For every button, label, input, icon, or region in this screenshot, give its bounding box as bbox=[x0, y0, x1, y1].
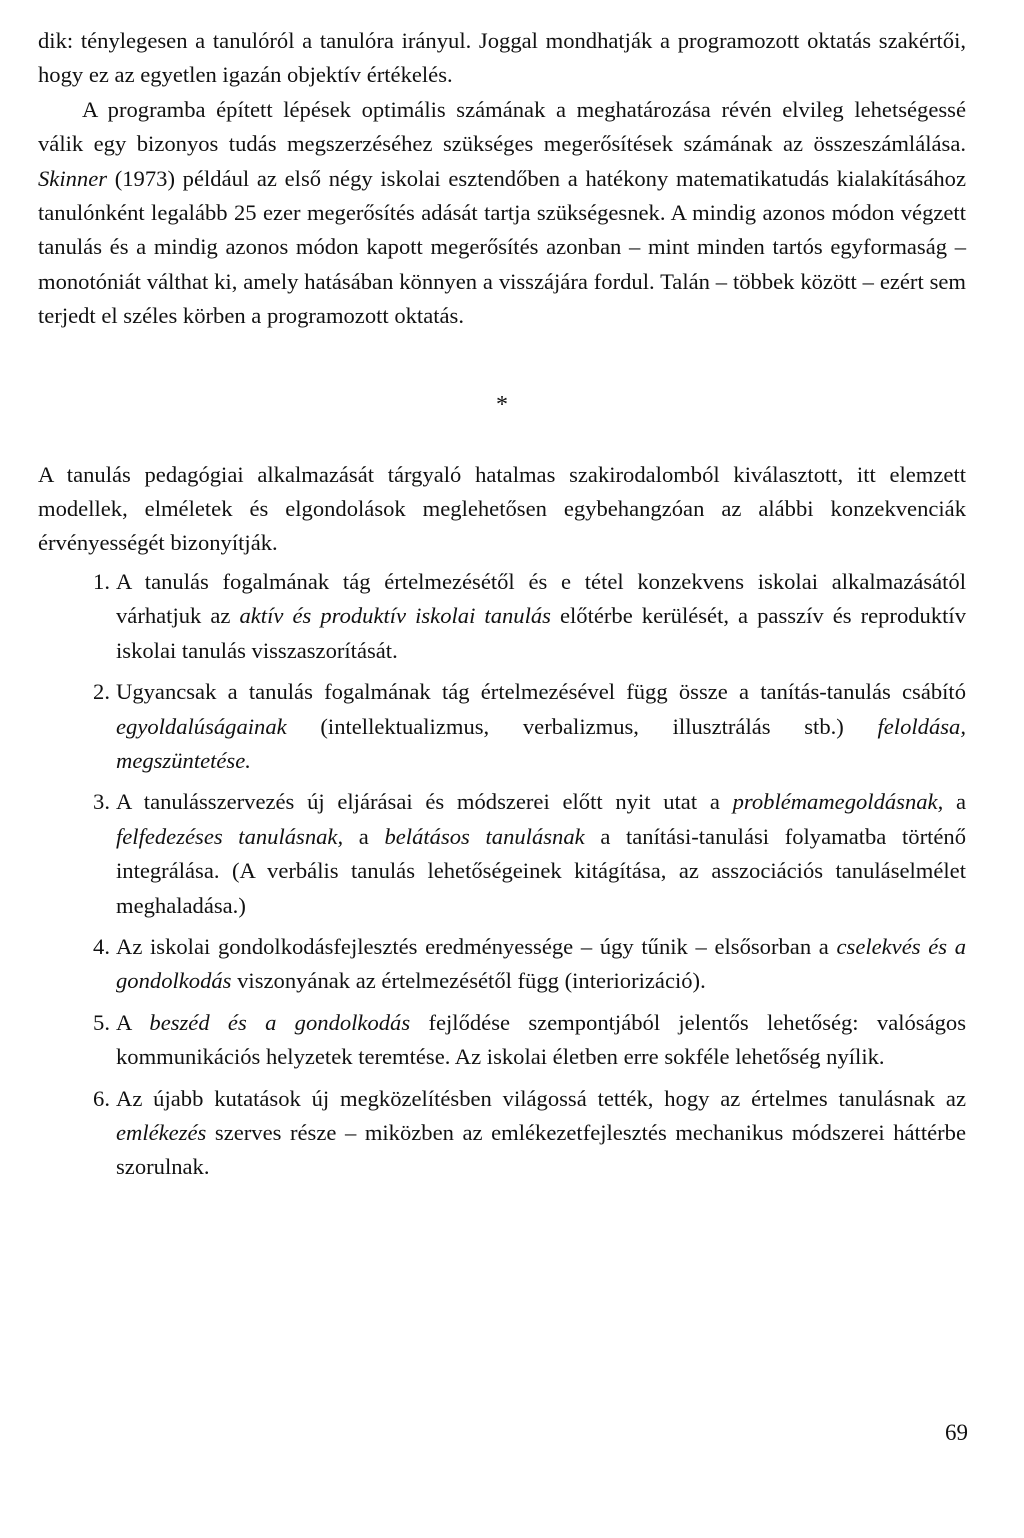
emphasis: emlékezés bbox=[116, 1119, 207, 1145]
emphasis: feloldása, megszüntetése. bbox=[116, 713, 966, 773]
emphasis: felfedezéses tanulásnak, bbox=[116, 823, 344, 849]
paragraph-text: (1973) például az első négy iskolai esztendőben a hatékony matematikatudás kialakításához tanulónként legalább 25 ezer megerősítés adását tartja szükségesnek. A mindig azonos módon végzett tanulás és a mindig azonos módon kapott megerősítés azonban – mint minden tartós egyformaság – monotóniát válthat ki, amely hatásában könnyen a visszájára fordul. Talán – többek között – ezért sem terjedt el széles körben a programozott oktatás. bbox=[38, 165, 966, 329]
text-run: fejlődése szempontjából jelentős lehetőség: valóságos kommunikációs helyzetek teremtése. Az iskolai életben erre sokféle lehetőség nyílik. bbox=[116, 1009, 967, 1070]
text-run: a bbox=[943, 789, 966, 815]
page-body bbox=[38, 24, 966, 1192]
list-item-1 bbox=[38, 565, 966, 668]
list-item-text bbox=[116, 1082, 966, 1185]
text-run: a tanítási-tanulási folyamatba történő integrálása. (A verbális tanulás lehetőségeinek kitágítása, az asszociációs tanuláselmélet meghaladása.) bbox=[116, 823, 966, 918]
text-run: a bbox=[343, 823, 385, 849]
emphasis: aktív és produktív iskolai tanulás bbox=[239, 603, 551, 629]
emphasis: cselekvés és a gondolkodás bbox=[116, 933, 966, 994]
text-run: A tanulás fogalmának tág értelmezésétől és e tétel konzekvens iskolai alkalmazásától várhatjuk az bbox=[116, 568, 966, 629]
list-item-text bbox=[116, 785, 966, 923]
list-item-4 bbox=[38, 930, 966, 999]
author-name-skinner: Skinner bbox=[38, 165, 108, 191]
consequences-list bbox=[38, 565, 966, 1185]
text-run: Az iskolai gondolkodásfejlesztés eredményessége – úgy tűnik – elsősorban a bbox=[116, 933, 837, 959]
text-run: Ugyancsak a tanulás fogalmának tág értelmezésével függ össze a tanítás-tanulás csábító bbox=[116, 679, 966, 705]
paragraph-text: dik: ténylegesen a tanulóról a tanulóra irányul. Joggal mondhatják a programozott oktatás szakértői, hogy ez az egyetlen igazán objektív értékelés. bbox=[38, 28, 966, 88]
list-item-text bbox=[116, 565, 966, 668]
list-number: 2. bbox=[93, 679, 110, 705]
emphasis: egyoldalúságainak bbox=[116, 713, 287, 739]
list-number: 3. bbox=[93, 789, 110, 815]
paragraph-programmed-instruction bbox=[38, 93, 966, 334]
text-run: szerves része – miközben az emlékezetfejlesztés mechanikus módszerei háttérbe szorulnak. bbox=[116, 1119, 966, 1180]
list-item-text bbox=[116, 1006, 966, 1075]
emphasis: beszéd és a gondolkodás bbox=[149, 1009, 411, 1035]
paragraph-summary-intro bbox=[38, 458, 966, 561]
paragraph-text: A programba épített lépések optimális számának a meghatározása révén elvileg lehetségessé válik egy bizonyos tudás megszerzéséhez szükséges megerősítések számának az összeszámlálása. bbox=[38, 96, 966, 157]
text-run: előtérbe kerülését, a passzív és reproduktív iskolai tanulás visszaszorítását. bbox=[116, 603, 966, 663]
list-item-3 bbox=[38, 785, 966, 923]
text-run: viszonyának az értelmezésétől függ (interiorizáció). bbox=[231, 968, 706, 994]
list-number: 5. bbox=[93, 1009, 110, 1035]
emphasis: problémamegoldásnak, bbox=[732, 789, 944, 815]
text-run: A tanulásszervezés új eljárásai és módszerei előtt nyit utat a bbox=[116, 789, 733, 815]
section-separator: * bbox=[496, 391, 508, 418]
list-item-2 bbox=[38, 675, 966, 778]
list-number: 4. bbox=[93, 933, 110, 959]
text-run: (intellektualizmus, verbalizmus, illusztrálás stb.) bbox=[286, 713, 878, 739]
text-run: A bbox=[116, 1009, 150, 1035]
list-number: 1. bbox=[93, 568, 110, 594]
paragraph-text: A tanulás pedagógiai alkalmazását tárgyaló hatalmas szakirodalomból kiválasztott, itt elemzett modellek, elméletek és elgondolások meglehetősen egybehangzóan az alábbi konzekvenciák érvényességét bizonyítják. bbox=[38, 461, 966, 556]
list-item-text bbox=[116, 930, 966, 999]
list-item-5 bbox=[38, 1006, 966, 1075]
page-number: 69 bbox=[945, 1420, 968, 1445]
list-item-text bbox=[116, 675, 966, 778]
list-number: 6. bbox=[93, 1085, 110, 1111]
emphasis: belátásos tanulásnak bbox=[384, 823, 585, 849]
list-item-6 bbox=[38, 1082, 966, 1185]
text-run: Az újabb kutatások új megközelítésben világossá tették, hogy az értelmes tanulásnak az bbox=[116, 1085, 966, 1111]
paragraph-continuation bbox=[38, 24, 966, 93]
